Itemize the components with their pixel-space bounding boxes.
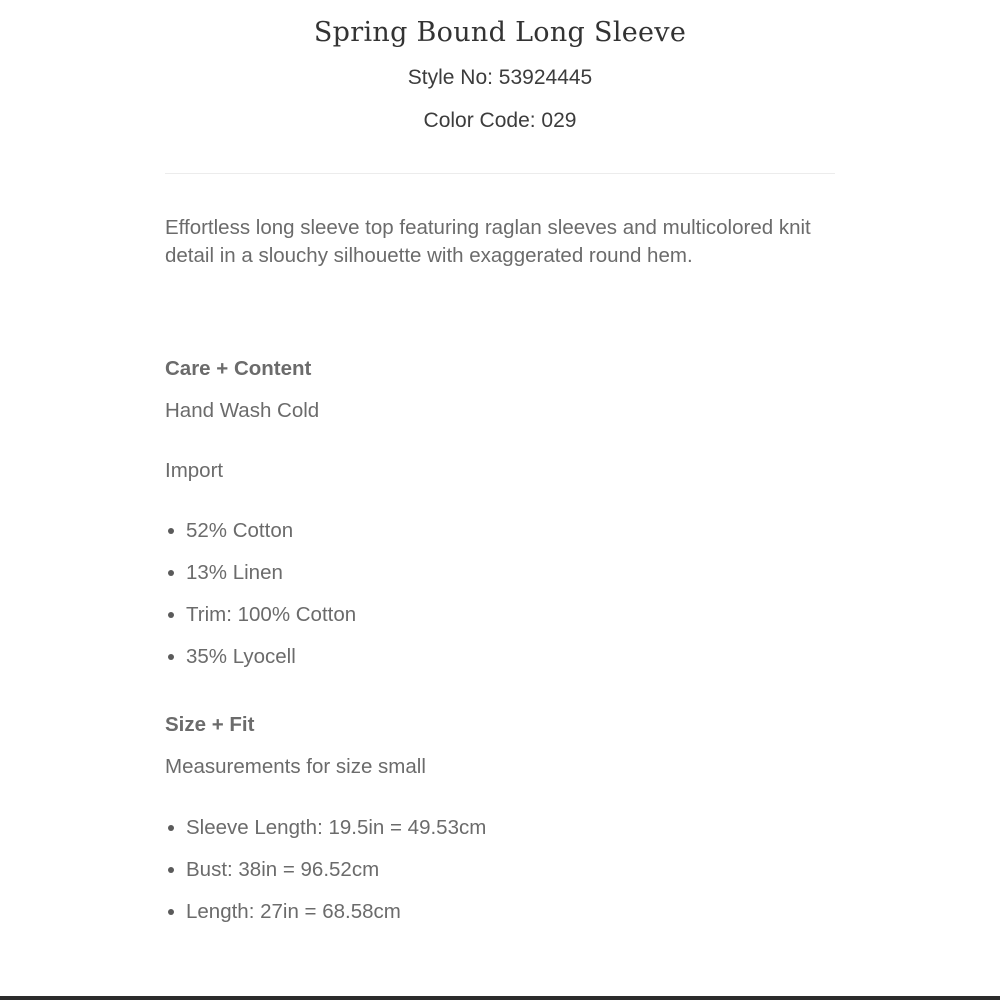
color-code: Color Code: 029 xyxy=(423,109,577,132)
bottom-border xyxy=(0,996,1000,1000)
list-item xyxy=(165,643,356,685)
product-title: Spring Bound Long Sleeve xyxy=(313,17,687,48)
measurements-intro: Measurements for size small xyxy=(165,755,426,778)
origin-text: Import xyxy=(165,459,224,482)
measurement-text: Bust: 38in = 96.52cm xyxy=(186,858,380,881)
bullet-icon xyxy=(168,612,174,618)
list-item xyxy=(165,601,356,643)
list-item xyxy=(165,814,486,856)
header-divider xyxy=(165,173,835,174)
style-number: Style No: 53924445 xyxy=(407,66,593,89)
bullet-icon xyxy=(168,654,174,660)
bullet-icon xyxy=(168,909,174,915)
bullet-icon xyxy=(168,867,174,873)
list-item xyxy=(165,856,486,898)
bullet-icon xyxy=(168,570,174,576)
list-item xyxy=(165,517,356,559)
product-description: Effortless long sleeve top featuring raglan sleeves and multicolored knit detail in a slouchy silhouette with exaggerated round hem. xyxy=(165,216,811,267)
size-fit-heading: Size + Fit xyxy=(165,713,255,736)
care-content-heading: Care + Content xyxy=(165,357,312,380)
bullet-icon xyxy=(168,528,174,534)
materials-list xyxy=(165,517,356,685)
bullet-icon xyxy=(168,825,174,831)
measurement-text: Length: 27in = 68.58cm xyxy=(186,900,401,923)
list-item xyxy=(165,559,356,601)
care-instructions: Hand Wash Cold xyxy=(165,399,320,422)
measurements-list xyxy=(165,814,486,940)
material-text: Trim: 100% Cotton xyxy=(186,603,357,626)
measurement-text: Sleeve Length: 19.5in = 49.53cm xyxy=(186,816,487,839)
list-item xyxy=(165,898,486,940)
material-text: 35% Lyocell xyxy=(186,645,296,668)
material-text: 52% Cotton xyxy=(186,519,294,542)
material-text: 13% Linen xyxy=(186,561,283,584)
